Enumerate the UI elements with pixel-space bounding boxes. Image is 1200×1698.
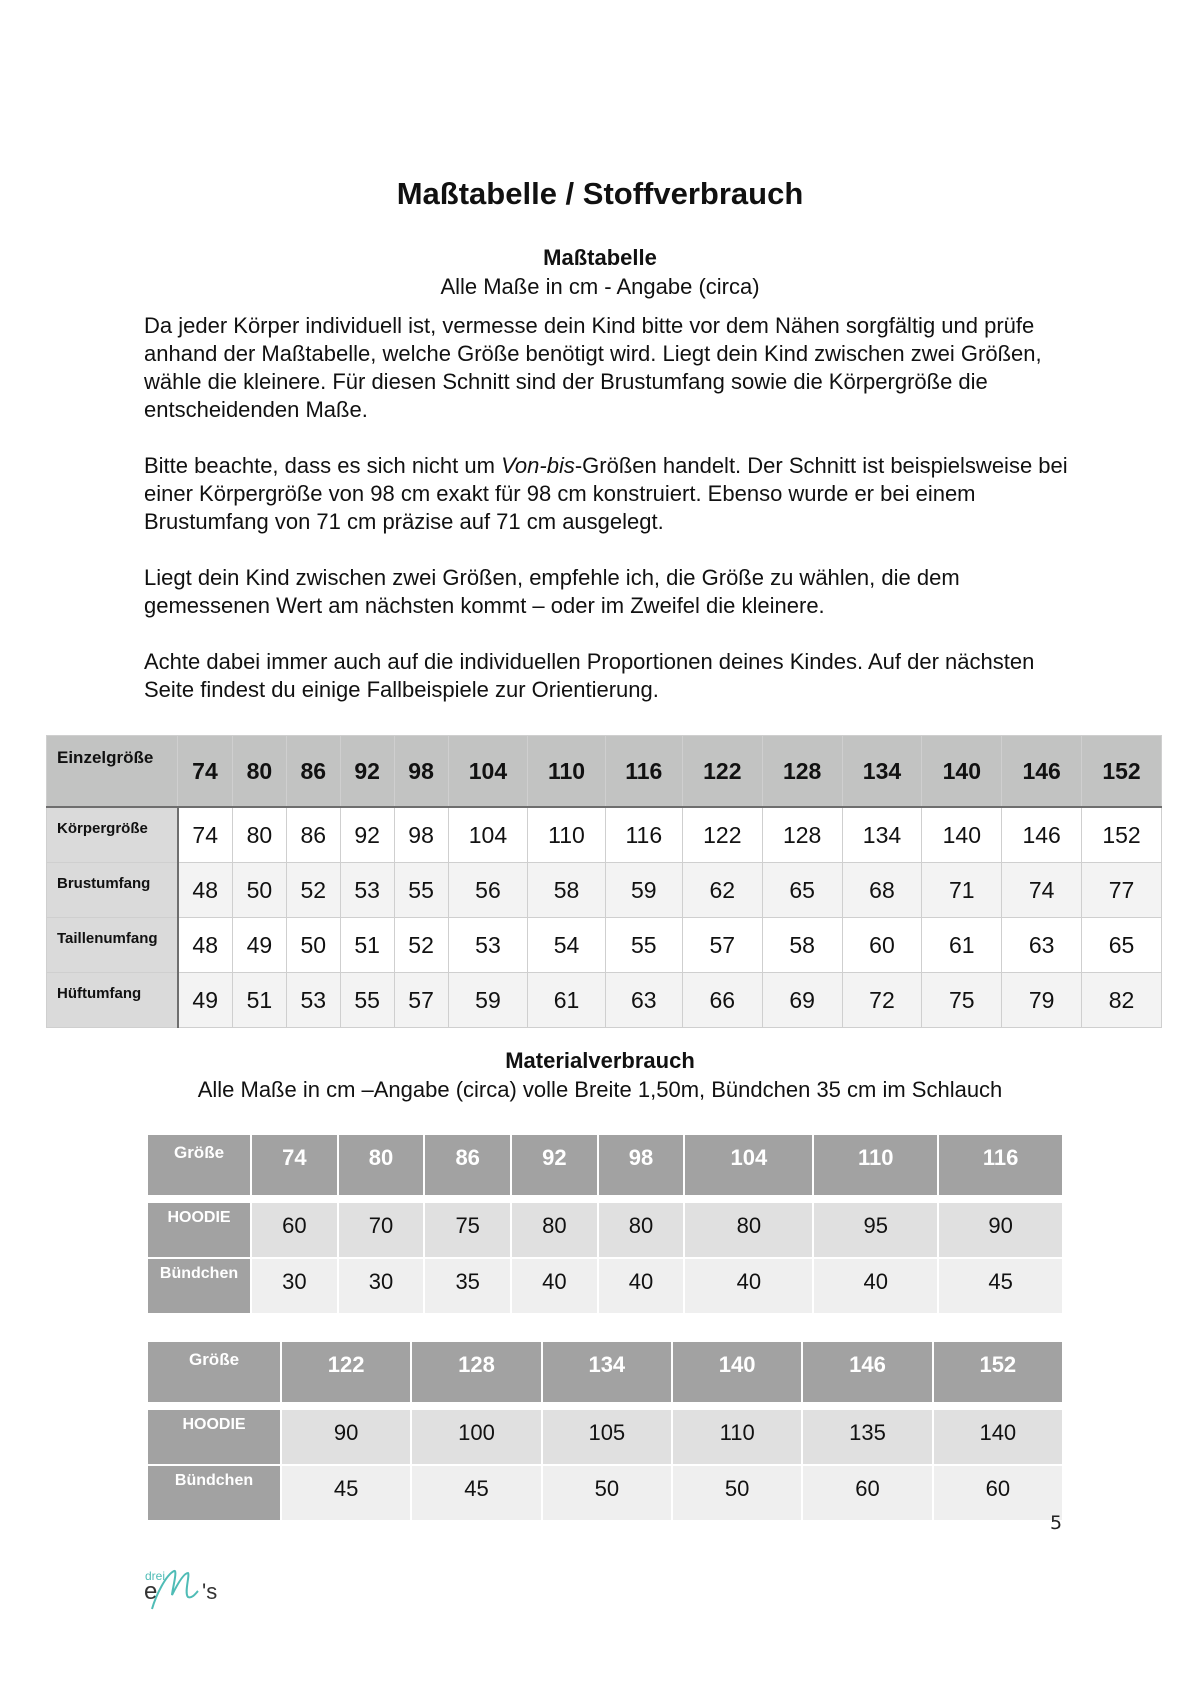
table-cell: 40	[814, 1259, 937, 1313]
size-header-cell: 134	[842, 736, 922, 808]
table-cell: 51	[340, 918, 394, 973]
table-cell: 40	[512, 1259, 597, 1313]
table-cell: 92	[340, 807, 394, 863]
material-header-row	[148, 1135, 1062, 1195]
material-table-large-sizes	[146, 1340, 1064, 1522]
material-size-cell: 74	[252, 1135, 337, 1195]
material-size-cell: 92	[512, 1135, 597, 1195]
table-cell: 57	[682, 918, 762, 973]
spacer-row	[148, 1197, 1062, 1201]
table-cell: 59	[605, 863, 682, 918]
table-cell: 48	[178, 863, 233, 918]
table-cell: 60	[842, 918, 922, 973]
table-cell: 116	[605, 807, 682, 863]
row-label: Körpergröße	[47, 807, 178, 863]
logo-suffix-text: 's	[202, 1579, 218, 1604]
logo-main-text: e	[144, 1578, 158, 1605]
brand-logo	[144, 1565, 244, 1615]
table-cell: 100	[412, 1410, 540, 1464]
paragraph-emphasis: Von-bis	[501, 453, 575, 478]
table-row	[148, 1410, 1062, 1464]
table-cell: 60	[252, 1203, 337, 1257]
size-header-cell: 92	[340, 736, 394, 808]
size-section-heading: Maßtabelle	[543, 245, 657, 270]
size-header-cell: 98	[394, 736, 448, 808]
table-cell: 110	[528, 807, 605, 863]
table-cell: 55	[605, 918, 682, 973]
table-cell: 30	[339, 1259, 424, 1313]
size-header-cell: 110	[528, 736, 605, 808]
size-header-cell: 86	[286, 736, 340, 808]
table-cell: 80	[512, 1203, 597, 1257]
table-cell: 69	[762, 973, 842, 1028]
material-size-cell: 134	[543, 1342, 671, 1402]
table-cell: 82	[1082, 973, 1162, 1028]
table-cell: 140	[922, 807, 1002, 863]
size-section-note: Alle Maße in cm - Angabe (circa)	[440, 274, 760, 299]
table-cell: 49	[232, 918, 286, 973]
paragraph-text: Bitte beachte, dass es sich nicht um	[144, 453, 502, 478]
spacer-row	[148, 1404, 1062, 1408]
table-cell: 50	[673, 1466, 801, 1520]
table-cell: 50	[286, 918, 340, 973]
table-cell: 53	[340, 863, 394, 918]
table-cell: 95	[814, 1203, 937, 1257]
size-header-cell: 122	[682, 736, 762, 808]
table-cell: 60	[803, 1466, 931, 1520]
table-cell: 56	[448, 863, 528, 918]
table-cell: 63	[1002, 918, 1082, 973]
table-row	[148, 1259, 1062, 1313]
intro-paragraph-3: Liegt dein Kind zwischen zwei Größen, empfehle ich, die Größe zu wählen, die dem gemessenen Wert am nächsten kommt – oder im Zweifel die kleinere.	[144, 565, 960, 618]
table-cell: 75	[922, 973, 1002, 1028]
table-cell: 80	[685, 1203, 812, 1257]
table-cell: 146	[1002, 807, 1082, 863]
table-cell: 30	[252, 1259, 337, 1313]
table-cell: 74	[1002, 863, 1082, 918]
table-cell: 59	[448, 973, 528, 1028]
table-row	[47, 807, 1162, 863]
page-number: 5	[1050, 1512, 1063, 1534]
table-cell: 50	[232, 863, 286, 918]
table-cell: 45	[412, 1466, 540, 1520]
table-cell: 140	[934, 1410, 1062, 1464]
table-cell: 122	[682, 807, 762, 863]
table-cell: 53	[286, 973, 340, 1028]
size-header-cell: 140	[922, 736, 1002, 808]
row-label: Bündchen	[148, 1466, 280, 1520]
row-label: Bündchen	[148, 1259, 250, 1313]
size-header-cell: 74	[178, 736, 233, 808]
material-size-cell: 116	[939, 1135, 1062, 1195]
table-cell: 40	[599, 1259, 684, 1313]
material-size-cell: 128	[412, 1342, 540, 1402]
table-cell: 35	[425, 1259, 510, 1313]
table-cell: 58	[528, 863, 605, 918]
table-row	[148, 1466, 1062, 1520]
size-table	[46, 735, 1162, 1028]
size-header-cell: 128	[762, 736, 842, 808]
table-cell: 66	[682, 973, 762, 1028]
table-cell: 61	[922, 918, 1002, 973]
material-size-cell: 110	[814, 1135, 937, 1195]
size-header-cell: 104	[448, 736, 528, 808]
intro-paragraph-4: Achte dabei immer auch auf die individuellen Proportionen deines Kindes. Auf der nächsten Seite findest du einige Fallbeispiele zur Orientierung.	[144, 649, 1035, 702]
material-header-label: Größe	[148, 1342, 280, 1402]
table-cell: 62	[682, 863, 762, 918]
table-row	[148, 1203, 1062, 1257]
size-table-header-row	[47, 736, 1162, 808]
page-title: Maßtabelle / Stoffverbrauch	[396, 176, 804, 211]
table-cell: 51	[232, 973, 286, 1028]
row-label: HOODIE	[148, 1410, 280, 1464]
table-cell: 135	[803, 1410, 931, 1464]
table-cell: 60	[934, 1466, 1062, 1520]
table-cell: 152	[1082, 807, 1162, 863]
table-cell: 74	[178, 807, 233, 863]
material-section-heading: Materialverbrauch	[505, 1048, 695, 1073]
table-cell: 70	[339, 1203, 424, 1257]
material-header-label: Größe	[148, 1135, 250, 1195]
table-cell: 63	[605, 973, 682, 1028]
table-cell: 110	[673, 1410, 801, 1464]
size-header-cell: 146	[1002, 736, 1082, 808]
spacer	[148, 1404, 1062, 1408]
material-size-cell: 98	[599, 1135, 684, 1195]
table-cell: 90	[939, 1203, 1062, 1257]
material-size-cell: 104	[685, 1135, 812, 1195]
table-cell: 57	[394, 973, 448, 1028]
table-cell: 75	[425, 1203, 510, 1257]
size-header-cell: 116	[605, 736, 682, 808]
table-cell: 61	[528, 973, 605, 1028]
table-cell: 71	[922, 863, 1002, 918]
table-cell: 45	[282, 1466, 410, 1520]
material-table-small-sizes	[146, 1133, 1064, 1315]
table-cell: 68	[842, 863, 922, 918]
table-cell: 104	[448, 807, 528, 863]
table-cell: 77	[1082, 863, 1162, 918]
table-cell: 72	[842, 973, 922, 1028]
row-label: Hüftumfang	[47, 973, 178, 1028]
table-cell: 134	[842, 807, 922, 863]
row-label: Brustumfang	[47, 863, 178, 918]
intro-paragraph-1: Da jeder Körper individuell ist, vermesse dein Kind bitte vor dem Nähen sorgfältig und prüfe anhand der Maßtabelle, welche Größe benötigt wird. Liegt dein Kind zwischen zwei Größen, wähle die kleinere. Für diesen Schnitt sind der Brustumfang sowie die Körpergröße die entscheidenden Maße.	[144, 313, 1042, 422]
paragraph-text: -Größen handelt. Der Schnitt ist beispielsweise bei einer Körpergröße von 98 cm exakt für 98 cm konstruiert. Ebenso wurde er bei einem Brustumfang von 71 cm präzise auf 71 cm ausgelegt.	[144, 453, 1068, 534]
table-cell: 52	[394, 918, 448, 973]
table-cell: 49	[178, 973, 233, 1028]
table-cell: 65	[1082, 918, 1162, 973]
row-label: HOODIE	[148, 1203, 250, 1257]
table-cell: 79	[1002, 973, 1082, 1028]
table-cell: 98	[394, 807, 448, 863]
table-cell: 54	[528, 918, 605, 973]
table-cell: 55	[394, 863, 448, 918]
table-cell: 55	[340, 973, 394, 1028]
material-size-cell: 80	[339, 1135, 424, 1195]
row-label: Taillenumfang	[47, 918, 178, 973]
table-cell: 80	[232, 807, 286, 863]
table-cell: 40	[685, 1259, 812, 1313]
table-cell: 53	[448, 918, 528, 973]
table-cell: 86	[286, 807, 340, 863]
table-row	[47, 863, 1162, 918]
logo-mark-icon	[144, 1565, 244, 1615]
spacer	[148, 1197, 1062, 1201]
material-size-cell: 146	[803, 1342, 931, 1402]
material-size-cell: 140	[673, 1342, 801, 1402]
size-table-header-label: Einzelgröße	[47, 736, 178, 808]
material-section-note: Alle Maße in cm –Angabe (circa) volle Breite 1,50m, Bündchen 35 cm im Schlauch	[197, 1077, 1003, 1102]
material-size-cell: 122	[282, 1342, 410, 1402]
table-cell: 90	[282, 1410, 410, 1464]
table-cell: 105	[543, 1410, 671, 1464]
table-cell: 50	[543, 1466, 671, 1520]
size-header-cell: 152	[1082, 736, 1162, 808]
table-cell: 65	[762, 863, 842, 918]
table-cell: 48	[178, 918, 233, 973]
table-cell: 80	[599, 1203, 684, 1257]
size-header-cell: 80	[232, 736, 286, 808]
material-size-cell: 152	[934, 1342, 1062, 1402]
table-cell: 58	[762, 918, 842, 973]
intro-paragraph-2	[144, 452, 1084, 536]
table-cell: 45	[939, 1259, 1062, 1313]
material-header-row	[148, 1342, 1062, 1402]
table-row	[47, 918, 1162, 973]
table-cell: 128	[762, 807, 842, 863]
logo-small-text: drei	[145, 1569, 166, 1583]
table-row	[47, 973, 1162, 1028]
material-size-cell: 86	[425, 1135, 510, 1195]
table-cell: 52	[286, 863, 340, 918]
